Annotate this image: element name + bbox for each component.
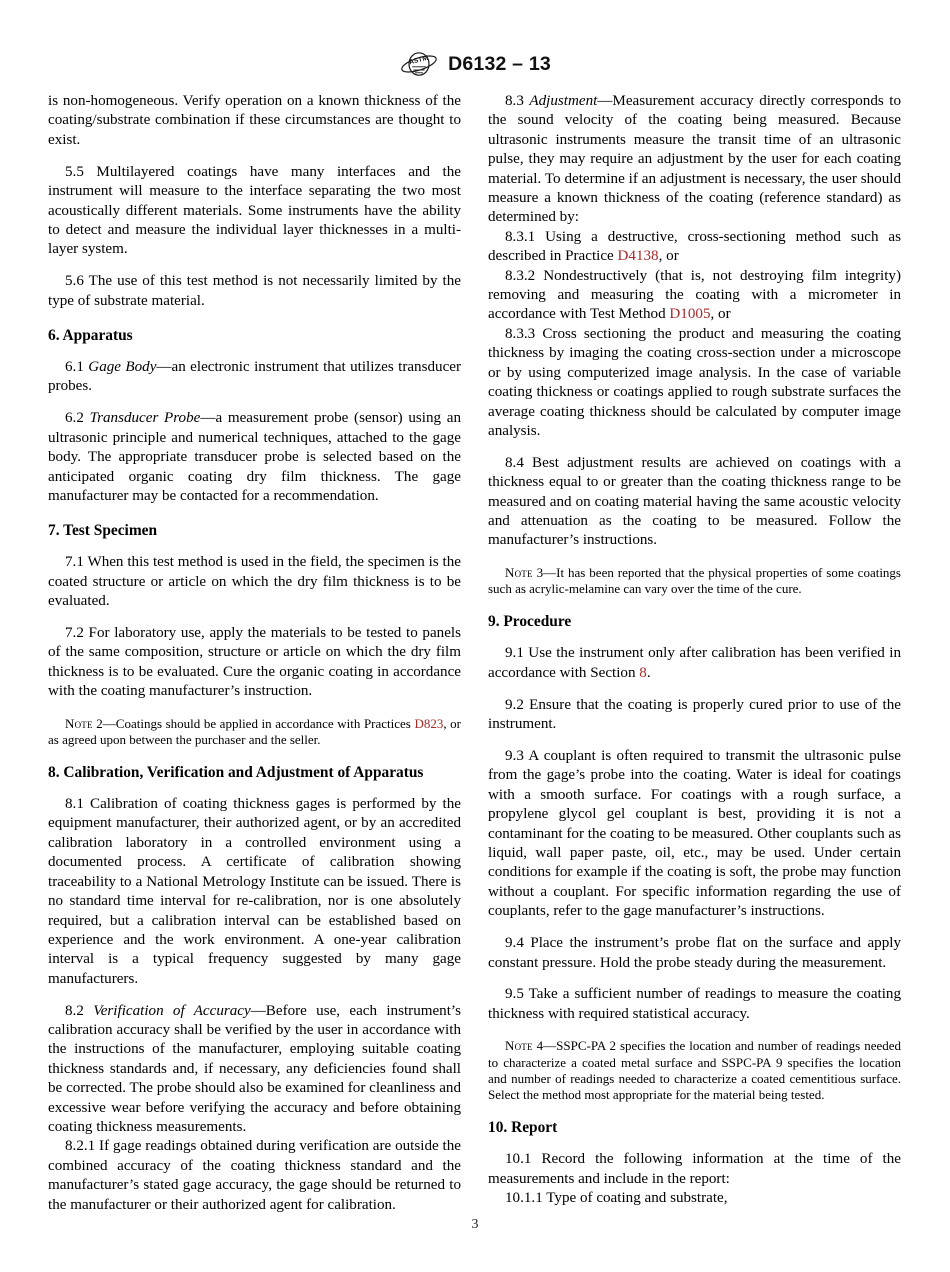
paragraph-9-3: 9.3 A couplant is often required to transmit the ultrasonic pulse from the gage’s probe into the coating. Water is ideal for coatings with a smooth surface. For coatings with a rough surface, a propylene glycol gel couplant is best, providing it is not a contaminant for the coating to be measured. Other couplants such as liquid, wall paper paste, oil, etc., may be used. Under certain conditions for example if the coating is soft, the probe may function without a couplant. For specific information regarding the use of couplants, refer to the gage manufacturer’s instructions. — [488, 747, 901, 920]
paragraph-10-1-1: 10.1.1 Type of coating and substrate, — [505, 1190, 728, 1207]
paragraph-7-2: 7.2 For laboratory use, apply the materials to be tested to panels of the same composition, structure or article on which the dry film thickness is to be evaluated. Cure the organic coating in accordance with the coating manufacturer’s instruction. — [48, 624, 461, 700]
paragraph-6-1 — [48, 358, 461, 397]
note-3 — [488, 565, 901, 598]
note-4-text: SSPC-PA 2 specifies the location and number of readings needed to characterize a coated metal surface and SSPC-PA 9 specifies the location and number of readings needed to characterize a coated cementitious surface. Select the method most appropriate for the material being tested. — [488, 1038, 902, 1103]
heading-6-apparatus: 6. Apparatus — [48, 327, 133, 345]
paragraph-8-3-2-text-after: , or — [710, 306, 731, 323]
paragraph-9-1 — [488, 644, 901, 683]
reference-link-d823[interactable]: D823 — [414, 715, 444, 731]
heading-9-procedure: 9. Procedure — [488, 613, 572, 631]
two-column-body — [48, 92, 902, 1213]
paragraph-8-2-rest: —Before use, each instrument’s calibration accuracy shall be verified by the user in accordance with the instructions of the manufacturer, employing suitable coating thickness standards and, if necessary, any deficiencies found shall be corrected. The probe should also be examined for cleanliness and excessive wear before verifying the accuracy and before obtaining coating thickness measurements. — [48, 1002, 461, 1136]
paragraph-8-3-3: 8.3.3 Cross sectioning the product and measuring the coating thickness by imaging the coating cross-section under a microscope or by using computerized image analysis. In the case of variable coating thickness or coatings applied to rough substrate surfaces the average coating thickness should be calculated by computer image analysis. — [488, 325, 901, 439]
paragraph-8-3-rest: —Measurement accuracy directly corresponds to the sound velocity of the coating being measured. Because ultrasonic instruments measure the transit time of an ultrasonic pulse, they may require an adjustment by the user for each coating material. To determine if an adjustment is necessary, the user should measure a known thickness of the coating (reference standard) as determined by: — [488, 93, 901, 226]
paragraph-5-4-continued: is non-homogeneous. Verify operation on a known thickness of the coating/substrate combination if these circumstances are thought to exist. — [48, 93, 461, 148]
paragraph-10-1: 10.1 Record the following information at the time of the measurements and include in the report: — [488, 1151, 901, 1187]
paragraph-8-3-1 — [488, 228, 901, 267]
paragraph-6-1-term: Gage Body — [88, 358, 157, 375]
note-3-text: It has been reported that the physical properties of some coatings such as acrylic-melamine can vary over the time of the cure. — [488, 564, 901, 597]
note-4-label: Note — [505, 1038, 533, 1054]
note-2-label: Note — [65, 715, 93, 731]
paragraph-7-1: 7.1 When this test method is used in the field, the specimen is the coated structure or article on which the dry film thickness is to be evaluated. — [48, 554, 461, 610]
note-4-number: 4— — [532, 1038, 557, 1054]
reference-link-d4138[interactable]: D4138 — [617, 248, 659, 265]
paragraph-8-2-number: 8.2 — [65, 1002, 94, 1019]
paragraph-8-4: 8.4 Best adjustment results are achieved on coatings with a thickness equal to or greater than the coating thickness range to be measured and on coating material having the same acoustic velocity and attenuation as the coating to be measured. Follow the manufacturer’s instructions. — [488, 454, 901, 549]
page-header — [0, 46, 950, 82]
page-number: 3 — [471, 1217, 479, 1232]
right-column — [488, 92, 902, 1207]
paragraph-8-3 — [488, 92, 901, 228]
paragraph-9-2: 9.2 Ensure that the coating is properly cured prior to use of the instrument. — [488, 696, 901, 733]
paragraph-8-3-2 — [488, 267, 901, 325]
reference-link-section-8[interactable]: 8 — [639, 664, 647, 681]
paragraph-9-1-text-before: 9.1 Use the instrument only after calibration has been verified in accordance with Section — [488, 645, 901, 681]
paragraph-8-3-number: 8.3 — [505, 93, 530, 109]
svg-text:ASTM: ASTM — [408, 54, 429, 67]
paragraph-8-2 — [48, 1002, 461, 1138]
left-column — [48, 92, 462, 1213]
paragraph-8-3-1-text-before: 8.3.1 Using a destructive, cross-sectioning method such as described in Practice — [488, 228, 901, 265]
note-3-number: 3— — [532, 564, 557, 580]
paragraph-8-3-term: Adjustment — [529, 93, 598, 109]
note-2-number: 2— — [92, 715, 116, 731]
heading-7-test-specimen: 7. Test Specimen — [48, 522, 158, 540]
astm-logo-icon — [399, 50, 439, 78]
note-3-label: Note — [505, 564, 533, 580]
paragraph-8-1: 8.1 Calibration of coating thickness gages is performed by the equipment manufacturer, their authorized agent, or by an accredited calibration laboratory in a controlled environment using a documented process. A certificate of calibration showing traceability to a National Metrology Institute can be issued. There is no standard time interval for re-calibration, nor is one absolutely required, but a calibration interval can be established based on experience and the work environment. A one-year calibration interval is a typical frequency suggested by many gage manufacturers. — [48, 796, 461, 987]
paragraph-6-1-rest: —an electronic instrument that utilizes transducer probes. — [48, 358, 461, 395]
paragraph-9-1-text-after: . — [646, 664, 651, 681]
paragraph-9-4: 9.4 Place the instrument’s probe flat on the surface and apply constant pressure. Hold the probe steady during the measurement. — [488, 935, 901, 971]
note-2-text-before: Coatings should be applied in accordance with Practices — [115, 715, 415, 731]
paragraph-9-5: 9.5 Take a sufficient number of readings to measure the coating thickness with required statistical accuracy. — [488, 986, 901, 1022]
paragraph-6-2-number: 6.2 — [65, 410, 90, 427]
paragraph-5-6: 5.6 The use of this test method is not necessarily limited by the type of substrate material. — [48, 273, 461, 309]
document-designation: D6132 – 13 — [448, 52, 551, 75]
note-2-text-after: , or as agreed upon between the purchaser and the seller. — [48, 715, 462, 747]
note-2 — [48, 716, 461, 749]
paragraph-6-2-term: Transducer Probe — [89, 410, 201, 427]
paragraph-8-3-1-text-after: , or — [658, 248, 679, 265]
paragraph-8-3-2-text-before: 8.3.2 Nondestructively (that is, not destroying film integrity) removing and measuring the coating with a micrometer in accordance with Test Method — [488, 267, 901, 323]
note-4 — [488, 1038, 901, 1103]
paragraph-8-2-1: 8.2.1 If gage readings obtained during verification are outside the combined accuracy of the coating thickness standard and the manufacturer’s stated gage accuracy, the gage should be returned to the manufacturer or their authorized agent for calibration. — [48, 1138, 461, 1213]
paragraph-6-2-rest: —a measurement probe (sensor) using an ultrasonic principle and numerical techniques, attached to the gage body. The appropriate transducer probe is selected based on the anticipated organic coating dry film thickness. The gage manufacturer may be contacted for a recommendation. — [48, 410, 462, 504]
paragraph-6-1-number: 6.1 — [65, 358, 89, 375]
paragraph-6-2 — [48, 409, 461, 506]
heading-10-report: 10. Report — [488, 1119, 558, 1137]
paragraph-5-5: 5.5 Multilayered coatings have many interfaces and the instrument will measure to the interface separating the two most acoustically different materials. Some instruments have the ability to detect and measure the individual layer thicknesses in a multi-layer system. — [48, 163, 461, 258]
heading-8-calibration: 8. Calibration, Verification and Adjustment of Apparatus — [48, 764, 424, 782]
paragraph-8-2-term: Verification of Accuracy — [93, 1002, 251, 1019]
reference-link-d1005[interactable]: D1005 — [669, 306, 711, 323]
